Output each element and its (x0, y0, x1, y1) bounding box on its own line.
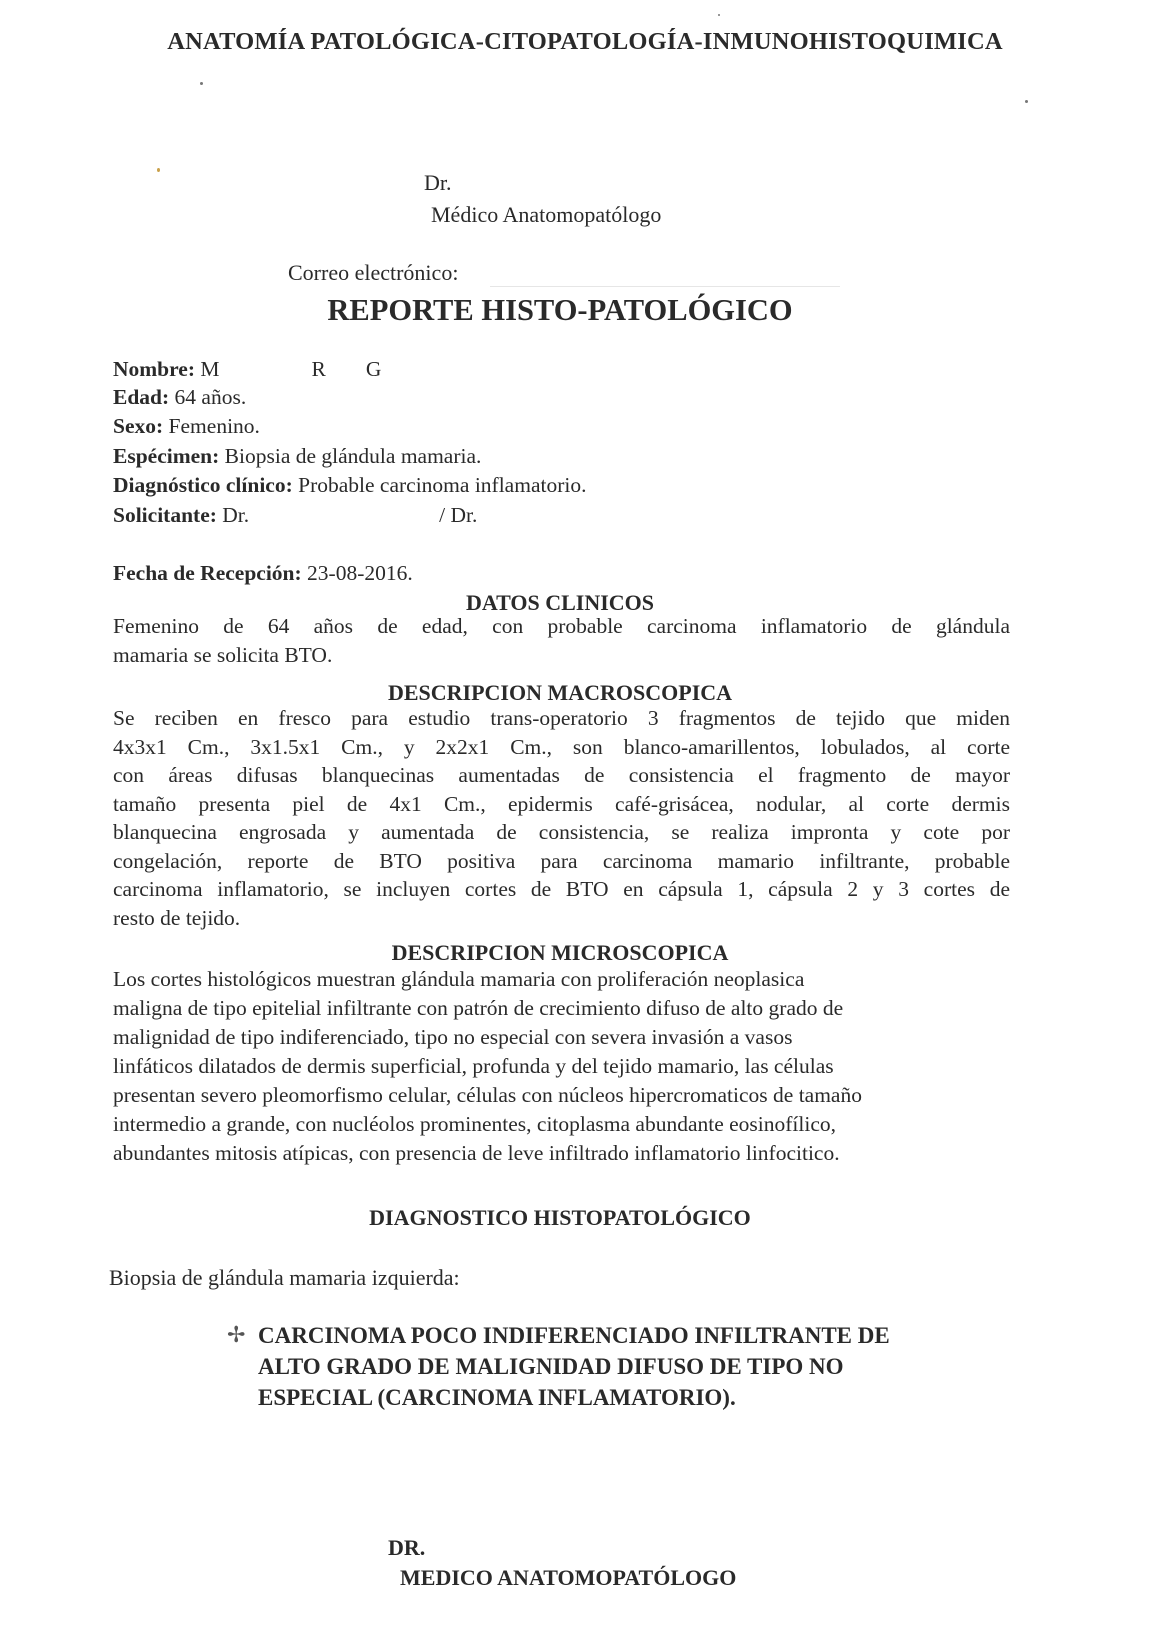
field-especimen (113, 444, 481, 469)
field-sexo (113, 414, 260, 439)
field-fecha-label: Fecha de Recepción: (113, 561, 302, 585)
scan-speck (1025, 100, 1028, 103)
cross-bullet-icon: ✢ (227, 1322, 246, 1347)
paragraph-line: intermedio a grande, con nucléolos prominentes, citoplasma abundante eosinofílico, (113, 1112, 837, 1136)
field-diagnostico-label: Diagnóstico clínico: (113, 473, 293, 497)
field-solicitante-label: Solicitante: (113, 503, 217, 527)
paragraph-line: con áreas difusas blanquecinas aumentadas de consistencia el fragmento de mayor (113, 763, 1010, 787)
section-title-datos-clinicos: DATOS CLINICOS (465, 590, 655, 615)
email-label: Correo electrónico: (288, 260, 459, 285)
biopsia-line: Biopsia de glándula mamaria izquierda: (109, 1265, 460, 1290)
field-sexo-label: Sexo: (113, 414, 164, 438)
paragraph-datos-clinicos (113, 612, 1010, 669)
field-nombre (113, 357, 381, 382)
paragraph-line: resto de tejido. (113, 905, 241, 930)
paragraph-line: linfáticos dilatados de dermis superficial, profunda y del tejido mamario, las células (113, 1054, 834, 1078)
scan-speck (718, 14, 720, 16)
paragraph-line: Se reciben en fresco para estudio trans-operatorio 3 fragmentos de tejido que miden (113, 706, 1010, 730)
paragraph-line: presentan severo pleomorfismo celular, células con núcleos hipercromaticos de tamaño (113, 1083, 862, 1107)
paragraph-macroscopica (113, 704, 1010, 932)
section-title-microscopica: DESCRIPCION MICROSCOPICA (391, 940, 729, 965)
field-edad (113, 385, 246, 410)
field-solicitante-value-2: / Dr. (439, 503, 478, 527)
field-fecha-recepcion (113, 561, 413, 586)
paragraph-line: Los cortes histológicos muestran glándula mamaria con proliferación neoplasica (113, 967, 805, 991)
paragraph-line: maligna de tipo epitelial infiltrante con patrón de crecimiento difuso de alto grado de (113, 996, 844, 1020)
doctor-name-line: Dr. (424, 170, 452, 195)
paragraph-line: congelación, reporte de BTO positiva para carcinoma mamario infiltrante, probable (113, 848, 1010, 873)
field-solicitante-value-1: Dr. (222, 503, 250, 527)
doctor-role: Médico Anatomopatólogo (431, 202, 662, 227)
field-fecha-value: 23-08-2016. (307, 561, 413, 585)
final-diagnosis-line: ESPECIAL (CARCINOMA INFLAMATORIO). (258, 1385, 736, 1410)
paragraph-line: carcinoma inflamatorio, se incluyen cortes de BTO en cápsula 1, cápsula 2 y 3 cortes de (113, 877, 1010, 901)
final-diagnosis-line: CARCINOMA POCO INDIFERENCIADO INFILTRANTE DE (258, 1323, 890, 1348)
field-diagnostico-value: Probable carcinoma inflamatorio. (298, 473, 587, 497)
field-nombre-part-1: M (200, 357, 220, 381)
field-nombre-label: Nombre: (113, 357, 196, 381)
field-edad-label: Edad: (113, 385, 170, 409)
scan-speck (157, 168, 160, 172)
signature-role: MEDICO ANATOMOPATÓLOGO (400, 1565, 737, 1590)
signature-dr: DR. (388, 1535, 426, 1560)
section-title-macroscopica: DESCRIPCION MACROSCOPICA (387, 680, 733, 705)
email-redacted-line (490, 286, 840, 287)
field-diagnostico-clinico (113, 473, 586, 498)
header-title: ANATOMÍA PATOLÓGICA-CITOPATOLOGÍA-INMUNOHISTOQUIMICA (167, 28, 1003, 55)
scan-speck (200, 82, 203, 85)
paragraph-line: blanquecina engrosada y aumentada de consistencia, se realiza impronta y cote por (113, 820, 1010, 844)
final-diagnosis (258, 1320, 890, 1413)
paragraph-line: Femenino de 64 años de edad, con probable carcinoma inflamatorio de glándula (113, 614, 1010, 638)
field-nombre-part-3: G (365, 357, 382, 381)
field-especimen-value: Biopsia de glándula mamaria. (224, 444, 482, 468)
field-nombre-part-2: R (311, 357, 326, 381)
field-especimen-label: Espécimen: (113, 444, 220, 468)
final-diagnosis-line: ALTO GRADO DE MALIGNIDAD DIFUSO DE TIPO NO (258, 1354, 844, 1379)
report-title: REPORTE HISTO-PATOLÓGICO (327, 293, 793, 327)
paragraph-line: 4x3x1 Cm., 3x1.5x1 Cm., y 2x2x1 Cm., son blanco-amarillentos, lobulados, al corte (113, 734, 1010, 759)
field-edad-value: 64 años. (174, 385, 247, 409)
paragraph-line: tamaño presenta piel de 4x1 Cm., epidermis café-grisácea, nodular, al corte dermis (113, 791, 1010, 816)
paragraph-line: mamaria se solicita BTO. (113, 642, 333, 667)
paragraph-line: malignidad de tipo indiferenciado, tipo no especial con severa invasión a vasos (113, 1025, 793, 1049)
field-sexo-value: Femenino. (168, 414, 260, 438)
section-title-diagnostico: DIAGNOSTICO HISTOPATOLÓGICO (369, 1205, 751, 1230)
paragraph-line: abundantes mitosis atípicas, con presencia de leve infiltrado inflamatorio linfocitico. (113, 1141, 840, 1165)
paragraph-microscopica (113, 965, 993, 1168)
field-solicitante (113, 503, 477, 528)
